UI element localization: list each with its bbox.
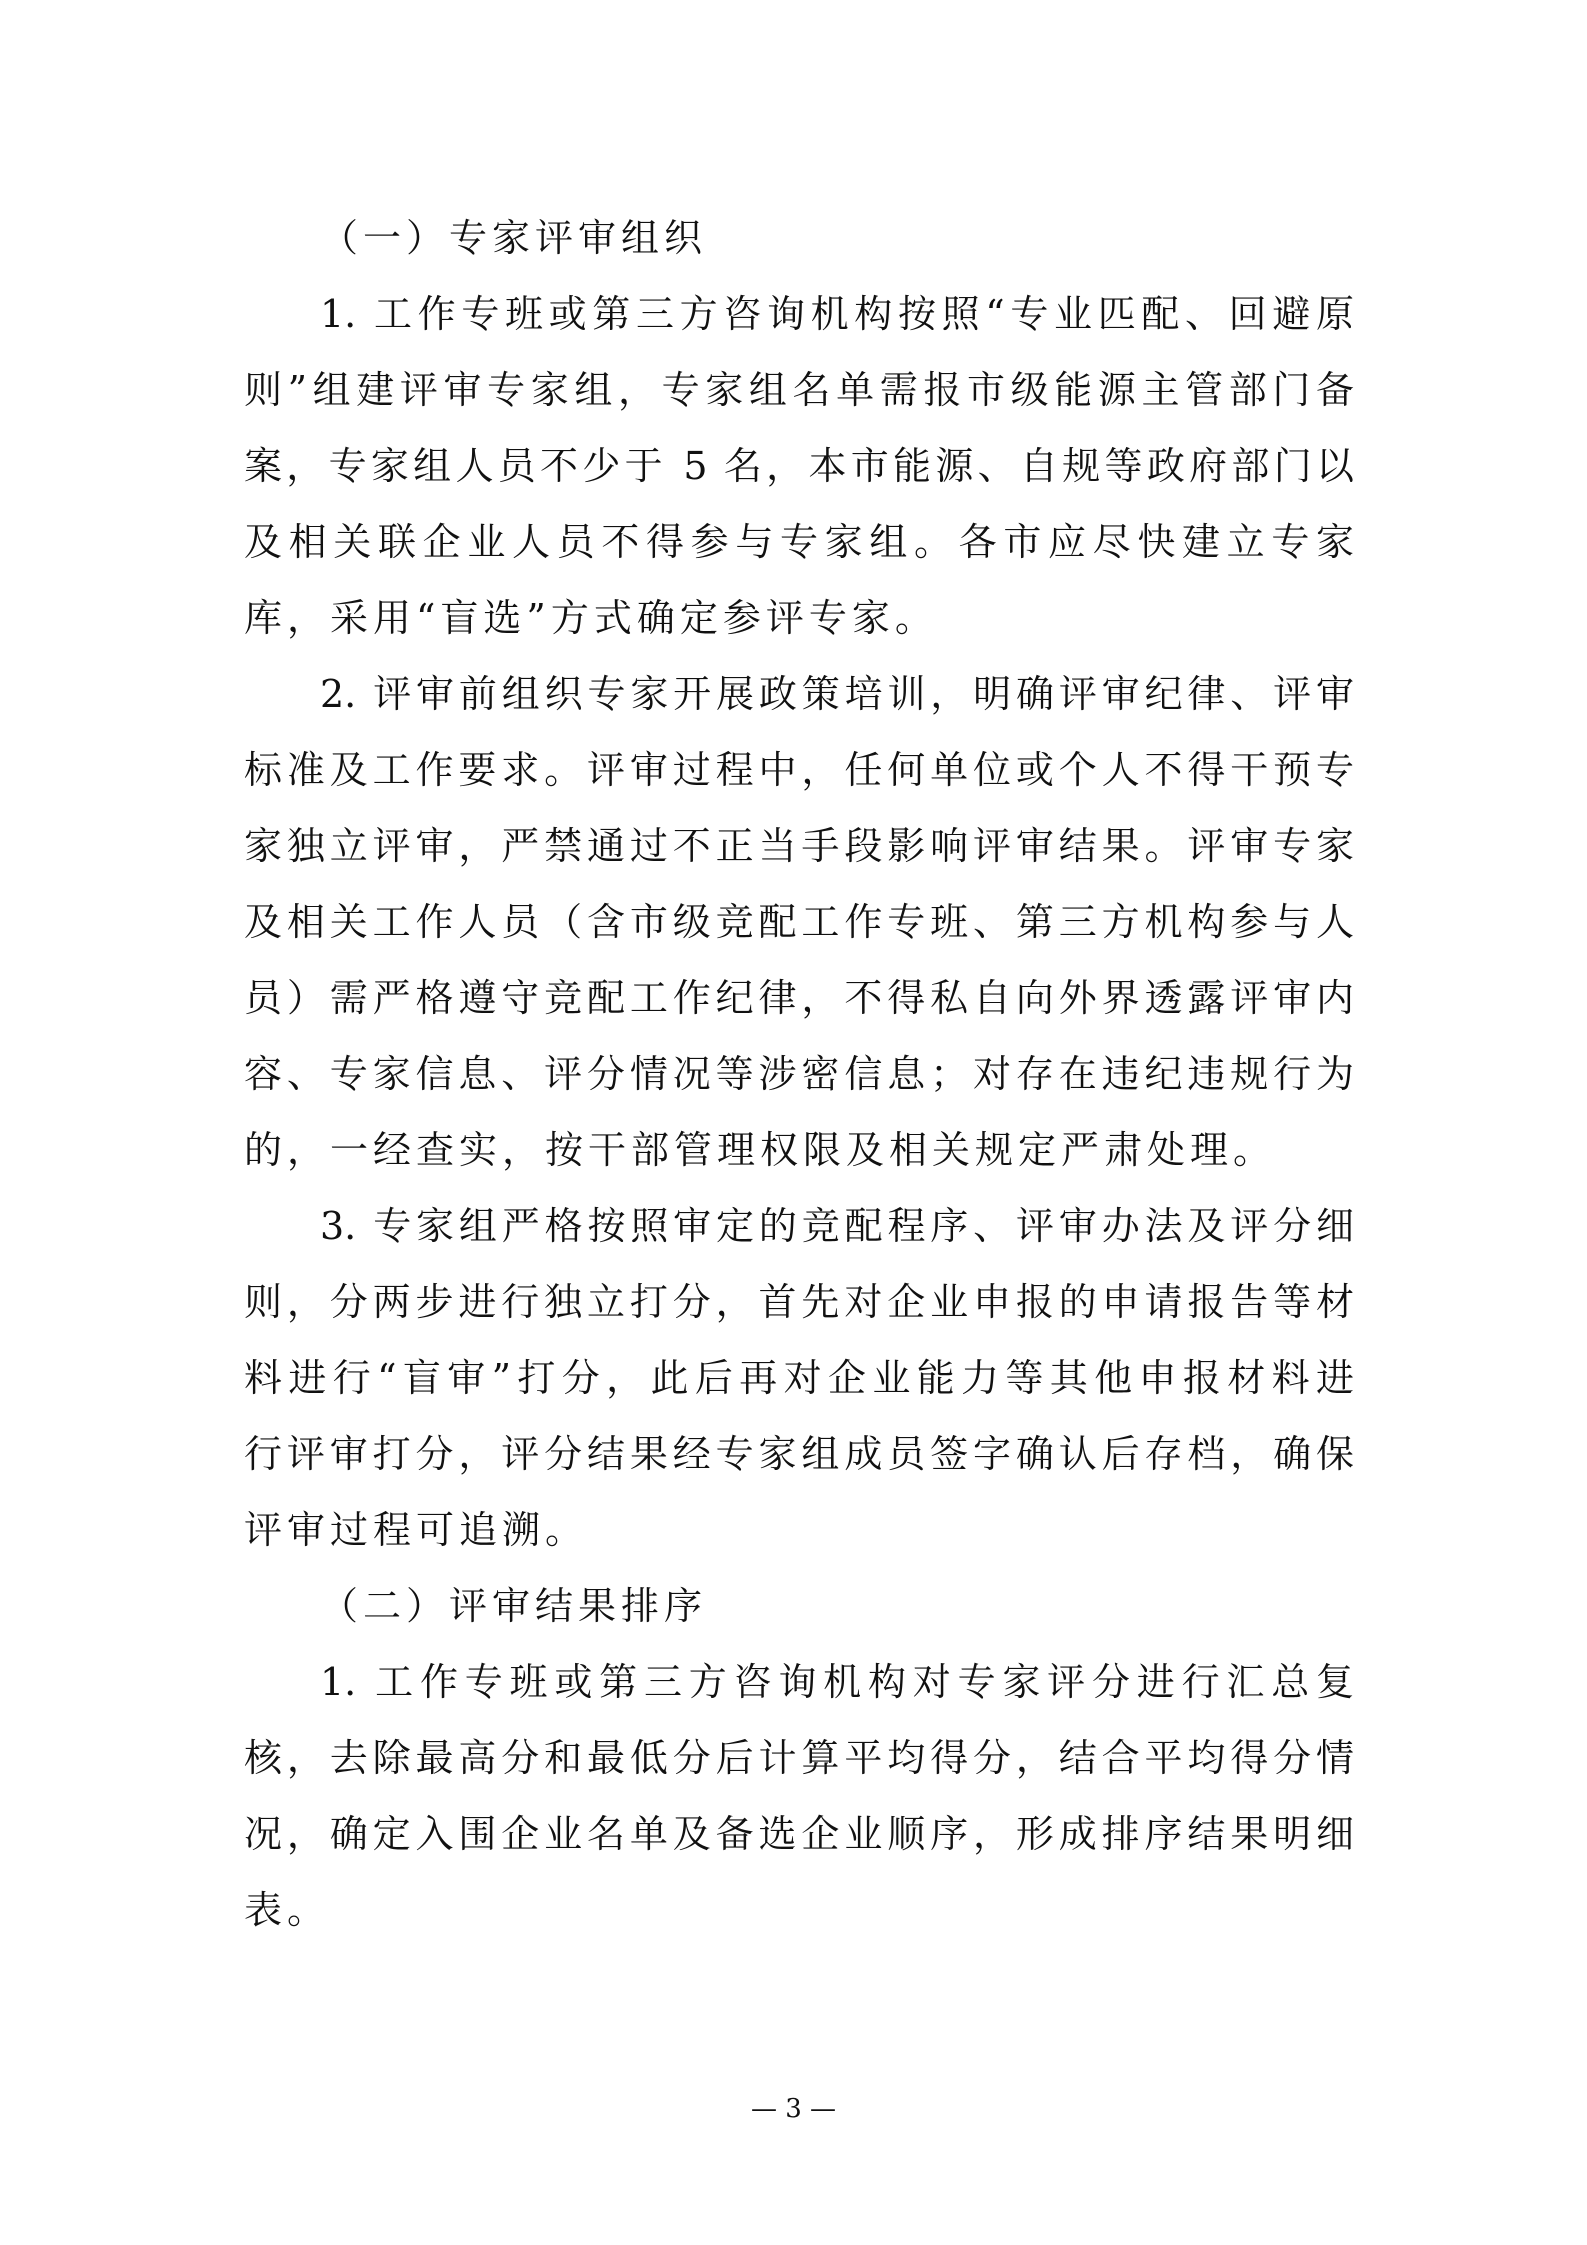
paragraph-line: 料进行“盲审”打分，此后再对企业能力等其他申报材料进	[244, 1356, 1354, 1400]
document-body	[244, 200, 1354, 1948]
paragraph-line: 1. 工作专班或第三方咨询机构按照“专业匹配、回避原	[320, 292, 1354, 336]
paragraph-line: 则，分两步进行独立打分，首先对企业申报的申请报告等材	[244, 1280, 1354, 1324]
paragraph-line: 况，确定入围企业名单及备选企业顺序，形成排序结果明细	[244, 1812, 1354, 1856]
paragraph-line: 及相关联企业人员不得参与专家组。各市应尽快建立专家	[244, 520, 1354, 564]
paragraph-line: 1. 工作专班或第三方咨询机构对专家评分进行汇总复	[320, 1660, 1354, 1704]
section-heading-expert-review: （一）专家评审组织	[320, 216, 708, 260]
paragraph-line: 2. 评审前组织专家开展政策培训，明确评审纪律、评审	[320, 672, 1354, 716]
section-heading-result-ranking: （二）评审结果排序	[320, 1584, 708, 1628]
paragraph-line: 核，去除最高分和最低分后计算平均得分，结合平均得分情	[244, 1736, 1354, 1780]
paragraph-line: 容、专家信息、评分情况等涉密信息；对存在违纪违规行为	[244, 1052, 1354, 1096]
paragraph-review-discipline	[244, 656, 1354, 1188]
paragraph-line: 员）需严格遵守竞配工作纪律，不得私自向外界透露评审内	[244, 976, 1354, 1020]
paragraph-line: 库，采用“盲选”方式确定参评专家。	[244, 596, 938, 640]
paragraph-line: 案，专家组人员不少于 5 名，本市能源、自规等政府部门以	[244, 444, 1354, 488]
paragraph-line: 标准及工作要求。评审过程中，任何单位或个人不得干预专	[244, 748, 1354, 792]
page-number: — 3 —	[750, 2094, 837, 2124]
paragraph-line: 表。	[244, 1888, 331, 1932]
paragraph-expert-group-formation	[244, 276, 1354, 656]
paragraph-line: 及相关工作人员（含市级竞配工作专班、第三方机构参与人	[244, 900, 1354, 944]
paragraph-scoring-procedure	[244, 1188, 1354, 1568]
paragraph-line: 则”组建评审专家组，专家组名单需报市级能源主管部门备	[244, 368, 1354, 412]
paragraph-line: 的，一经查实，按干部管理权限及相关规定严肃处理。	[244, 1128, 1277, 1172]
paragraph-line: 评审过程可追溯。	[244, 1508, 589, 1552]
paragraph-line: 家独立评审，严禁通过不正当手段影响评审结果。评审专家	[244, 824, 1354, 868]
paragraph-score-aggregation	[244, 1644, 1354, 1948]
paragraph-line: 行评审打分，评分结果经专家组成员签字确认后存档，确保	[244, 1432, 1354, 1476]
paragraph-line: 3. 专家组严格按照审定的竞配程序、评审办法及评分细	[320, 1204, 1354, 1248]
